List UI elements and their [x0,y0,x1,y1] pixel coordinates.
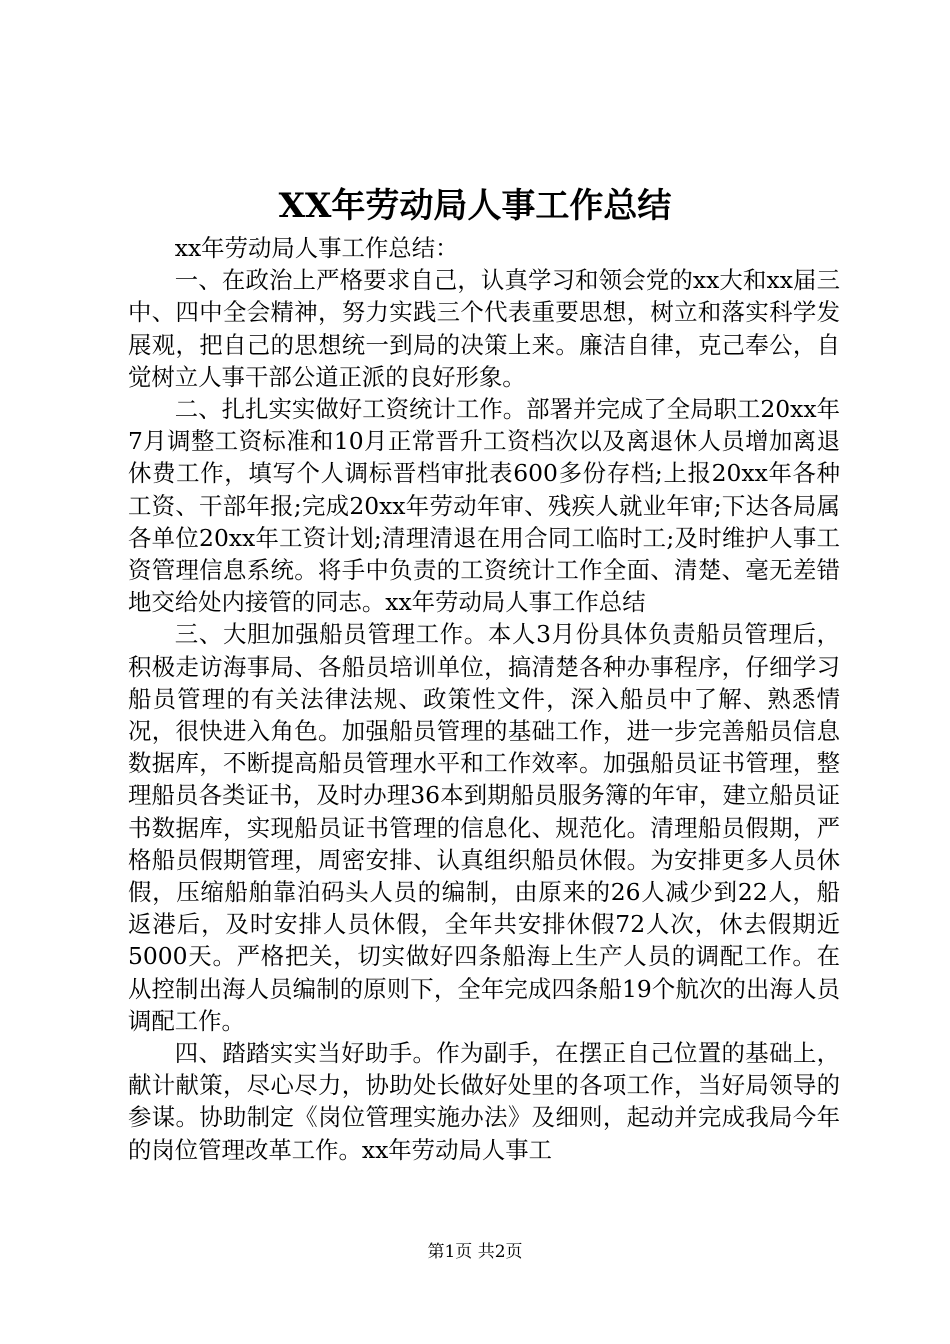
paragraph-section-2: 二、扎扎实实做好工资统计工作。部署并完成了全局职工20xx年7月调整工资标准和10月正常晋升工资档次以及离退休人员增加离退休费工作，填写个人调标晋档审批表600多份存档;上报20xx年各种工资、干部年报;完成20xx年劳动年审、残疾人就业年审;下达各局属各单位20xx年工资计划;清理清退在用合同工临时工;及时维护人事工资管理信息系统。将手中负责的工资统计工作全面、清楚、毫无差错地交给处内接管的同志。xx年劳动局人事工作总结 [128,395,840,617]
paragraph-section-1: 一、在政治上严格要求自己，认真学习和领会党的xx大和xx届三中、四中全会精神，努力实践三个代表重要思想，树立和落实科学发展观，把自己的思想统一到局的决策上来。廉洁自律，克己奉公，自觉树立人事干部公道正派的良好形象。 [128,266,840,391]
document-title: XX年劳动局人事工作总结 [278,186,672,226]
page-number-footer: 第1页 共2页 [427,1242,523,1262]
paragraph-intro: xx年劳动局人事工作总结： [174,234,459,262]
paragraph-section-4: 四、踏踏实实当好助手。作为副手，在摆正自己位置的基础上，献计献策，尽心尽力，协助处长做好处里的各项工作，当好局领导的参谋。协助制定《岗位管理实施办法》及细则，起动并完成我局今年的岗位管理改革工作。xx年劳动局人事工 [128,1039,840,1164]
document-body [128,232,840,1166]
paragraph-section-3: 三、大胆加强船员管理工作。本人3月份具体负责船员管理后，积极走访海事局、各船员培训单位，搞清楚各种办事程序，仔细学习船员管理的有关法律法规、政策性文件，深入船员中了解、熟悉情况，很快进入角色。加强船员管理的基础工作，进一步完善船员信息数据库，不断提高船员管理水平和工作效率。加强船员证书管理，整理船员各类证书，及时办理36本到期船员服务簿的年审，建立船员证书数据库，实现船员证书管理的信息化、规范化。清理船员假期，严格船员假期管理，周密安排、认真组织船员休假。为安排更多人员休假，压缩船舶靠泊码头人员的编制，由原来的26人减少到22人，船返港后，及时安排人员休假，全年共安排休假72人次，休去假期近5000天。严格把关，切实做好四条船海上生产人员的调配工作。在从控制出海人员编制的原则下，全年完成四条船19个航次的出海人员调配工作。 [128,620,840,1035]
